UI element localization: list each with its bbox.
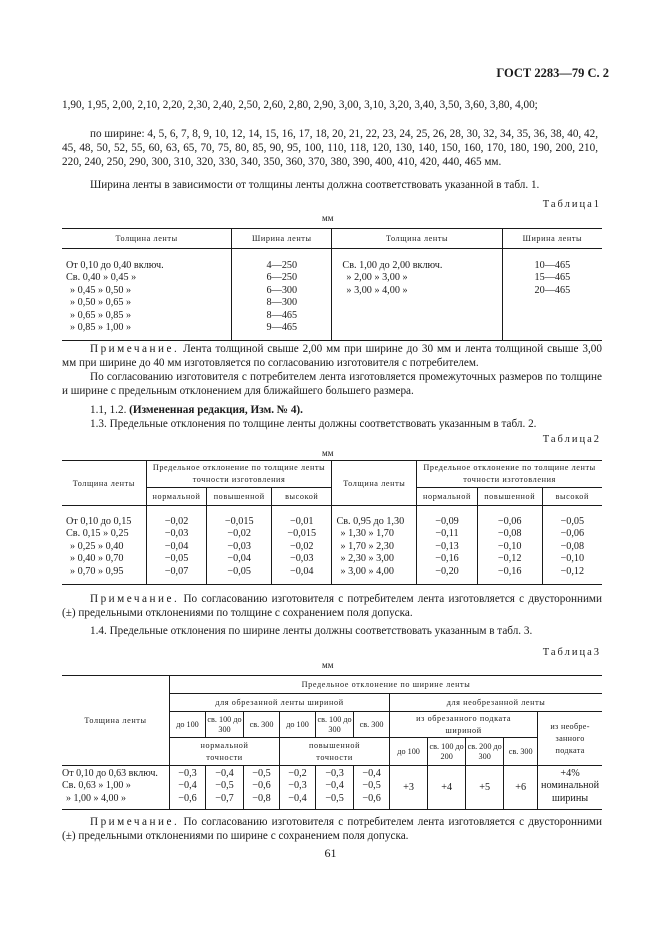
table-cell: −0,6 — [362, 792, 381, 804]
table-cell: 10—465 — [534, 260, 571, 271]
table2-right-high-cell — [542, 506, 602, 585]
table3-reference-paragraph: 1.4. Предельные отклонения по ширине ленты должны соответствовать указанным в табл. 3. — [90, 625, 533, 637]
table-cell: » 0,45 » 0,50 » — [70, 284, 132, 296]
table1-reference-paragraph: Ширина ленты в зависимости от толщины ленты должна соответствовать указанной в табл. 1. — [90, 179, 540, 191]
table-cell: −0,6 — [252, 780, 271, 792]
table3-unit: мм — [322, 660, 334, 670]
table-cell: 4—250 — [266, 260, 298, 271]
table-cell: 9—465 — [266, 321, 298, 333]
table-cell: −0,10 — [560, 553, 585, 565]
width-list-paragraph: по ширине: 4, 5, 6, 7, 8, 9, 10, 12, 14, 15, 16, 17, 18, 20, 21, 22, 23, 24, 25, 26, 28, 30, 32, 34, 35, 36, 38, 40, 42, 45, 48, 50, 52, 55, 60, 63, 65, 70, 75, 80, 85, 90, 95, 100, 110, 118, 120, 130, 140, 150, 160, 170, 180, 190, 200, 210, 220, 240, 250, 290, 300, 310, 320, 330, 340, 350, 360, 370, 380, 390, 400, 410, 420, 440, 465 мм. — [62, 128, 598, 169]
table-cell: » 0,25 » 0,40 — [70, 540, 124, 552]
table3-header-deviation: Предельное отклонение по ширине ленты — [169, 676, 602, 694]
table-cell: 6—250 — [266, 272, 298, 284]
table-cell: » 0,40 » 0,70 — [70, 553, 124, 565]
table2-header-normal-2: нормальной — [417, 488, 478, 506]
table-cell: −0,10 — [497, 540, 522, 552]
table-cell: » 2,00 » 3,00 » — [346, 272, 408, 284]
table1-header-thickness-2: Толщина ленты — [332, 229, 502, 249]
table-cell: Св. 0,15 » 0,25 — [66, 528, 129, 540]
table-cell: −0,04 — [164, 540, 189, 552]
table2-right-increased-cell — [477, 506, 542, 585]
table2-left-increased-cell — [207, 506, 272, 585]
table-cell: −0,06 — [497, 516, 522, 527]
table-cell: −0,6 — [178, 792, 197, 804]
table2 — [62, 460, 602, 585]
table-cell: −0,4 — [362, 768, 381, 779]
table3-header-from-trimmed: из обрезанного подката шириной — [390, 712, 538, 738]
table3-col-to100-2: до 100 — [280, 712, 316, 738]
table-cell: » 2,30 » 3,00 — [340, 553, 394, 565]
table-cell: −0,2 — [288, 768, 307, 779]
table3-header-untrimmed: для необрезанной ленты — [390, 694, 602, 712]
table3-col-u-200-300: св. 200 до 300 — [466, 738, 504, 766]
intermediate-sizes-paragraph: По согласованию изготовителя с потребителем лента изготовляется промежуточных размеров по толщине и ширине с предельным отклонением для ближайшего большего размера. — [62, 371, 602, 398]
table-cell: −0,3 — [178, 768, 197, 779]
table2-left-normal-cell — [146, 506, 207, 585]
table-cell: −0,03 — [289, 553, 314, 565]
table3-col-u-to100: до 100 — [390, 738, 428, 766]
table2-left-high-cell — [272, 506, 332, 585]
table-cell: −0,7 — [215, 792, 234, 804]
table-cell: » 0,70 » 0,95 — [70, 565, 124, 577]
table3-col-u-over300: св. 300 — [504, 738, 538, 766]
table1-header-thickness: Толщина ленты — [62, 229, 232, 249]
table-cell: Св. 0,40 » 0,45 » — [66, 272, 137, 284]
table-cell: Св. 0,63 » 1,00 » — [62, 780, 131, 792]
table3-col-100-300: св. 100 до 300 — [205, 712, 243, 738]
table-cell: » 1,30 » 1,70 — [340, 528, 394, 540]
table3-u-100-200-cell: +4 — [428, 766, 466, 810]
table-cell: −0,02 — [164, 516, 189, 527]
note-text: По согласованию изготовителя с потребителем лента изготовляется с двусторонними (±) предельными отклонениями по ширине с сохранением поля допуска. — [62, 816, 602, 843]
table2-header-normal: нормальной — [146, 488, 207, 506]
table1-unit: мм — [322, 213, 334, 223]
table2-reference-paragraph: 1.3. Предельные отклонения по толщине ленты должны соответствовать указанным в табл. 2. — [90, 418, 537, 430]
table-cell: » 1,00 » 4,00 » — [66, 792, 126, 804]
table3-u-over300-cell: +6 — [504, 766, 538, 810]
thickness-list-continuation: 1,90, 1,95, 2,00, 2,10, 2,20, 2,30, 2,40, 2,50, 2,60, 2,80, 2,90, 3,00, 3,10, 3,20, 3,40, 3,50, 3,60, 3,80, 4,00; — [62, 99, 538, 111]
table-cell: » 0,65 » 0,85 » — [70, 309, 132, 321]
table2-header-increased: повышенной — [207, 488, 272, 506]
table2-header-thickness: Толщина ленты — [62, 461, 146, 506]
table1-left-width-cell — [232, 249, 332, 341]
table3-col-100-300-2: св. 100 до 300 — [316, 712, 354, 738]
table-cell: −0,01 — [289, 516, 314, 527]
note-text: Лента толщиной свыше 2,00 мм при ширине до 30 мм и лента толщиной свыше 3,00 мм при ширине до 40 мм изготовляется по согласованию изготовителя с потребителем. — [62, 343, 602, 370]
table3-thickness-cell — [62, 766, 169, 810]
table-cell: −0,4 — [215, 768, 234, 779]
table-cell: −0,03 — [164, 528, 189, 540]
table3-header-from-untrimmed: из необре-занного подката — [538, 712, 602, 766]
table3-u-200-300-cell: +5 — [466, 766, 504, 810]
table-cell: −0,02 — [289, 540, 314, 552]
table3-n-to100-cell — [169, 766, 205, 810]
table-cell: Св. 0,95 до 1,30 — [336, 516, 405, 527]
clause-numbers: 1.1, 1.2. — [90, 404, 130, 416]
table-cell: −0,05 — [164, 553, 189, 565]
amendment-text: (Измененная редакция, Изм. № 4). — [129, 404, 303, 416]
table-cell: От 0,10 до 0,15 — [66, 516, 132, 527]
note-label: Примечание. — [90, 343, 180, 355]
table3-i-over300-cell — [354, 766, 390, 810]
table3-header-normal: нормальной точности — [169, 738, 279, 766]
table-cell: −0,05 — [560, 516, 585, 527]
table-cell: −0,4 — [178, 780, 197, 792]
table3-i-to100-cell — [280, 766, 316, 810]
table-cell: −0,04 — [289, 565, 314, 577]
note-label: Примечание. — [90, 816, 180, 828]
table3-col-over300-2: св. 300 — [354, 712, 390, 738]
table-cell: −0,09 — [435, 516, 459, 527]
table-cell: −0,13 — [435, 540, 459, 552]
note-label: Примечание. — [90, 593, 180, 605]
table1 — [62, 228, 602, 341]
table3-caption: Таблица3 — [542, 647, 601, 658]
table2-header-deviation-2: Предельное отклонение по толщине ленты точности изготовления — [417, 461, 602, 488]
table-cell: −0,5 — [252, 768, 271, 779]
table2-right-thickness-cell — [332, 506, 417, 585]
table-cell: 8—300 — [266, 297, 298, 309]
table2-header-deviation: Предельное отклонение по толщине ленты точности изготовления — [146, 461, 332, 488]
table-cell: » 0,85 » 1,00 » — [70, 321, 132, 333]
table-cell: −0,3 — [325, 768, 344, 779]
table2-caption: Таблица2 — [542, 434, 601, 445]
table-cell: 8—465 — [266, 309, 298, 321]
table1-caption: Таблица1 — [542, 199, 601, 210]
table-cell: −0,3 — [288, 780, 307, 792]
table2-note — [62, 592, 602, 620]
table-cell: » 3,00 » 4,00 — [340, 565, 394, 577]
table-cell: −0,12 — [560, 565, 585, 577]
table2-unit: мм — [322, 448, 334, 458]
table1-header-width-2: Ширина ленты — [502, 229, 602, 249]
table1-right-thickness-cell — [332, 249, 502, 341]
note-text: По согласованию изготовителя с потребителем лента изготовляется с двусторонними (±) предельными отклонениями по толщине с сохранением поля допуска. — [62, 593, 602, 620]
document-header: ГОСТ 2283—79 С. 2 — [496, 66, 609, 80]
table-cell: −0,015 — [287, 528, 317, 540]
table3-col-to100: до 100 — [169, 712, 205, 738]
table1-left-thickness-cell — [62, 249, 232, 341]
table3-header-trimmed: для обрезанной ленты шириной — [169, 694, 389, 712]
table-cell: −0,16 — [435, 553, 459, 565]
table2-left-thickness-cell — [62, 506, 146, 585]
table-cell: −0,20 — [435, 565, 459, 577]
table-cell: Св. 1,00 до 2,00 включ. — [342, 260, 443, 271]
page-number: 61 — [324, 846, 337, 860]
table3-n-100-300-cell — [205, 766, 243, 810]
table3-n-over300-cell — [244, 766, 280, 810]
table-cell: » 0,50 » 0,65 » — [70, 297, 132, 309]
table-cell: −0,03 — [227, 540, 251, 552]
table3 — [62, 675, 602, 810]
table-cell: » 3,00 » 4,00 » — [346, 284, 408, 296]
table-cell: −0,07 — [164, 565, 189, 577]
table-cell: −0,8 — [252, 792, 271, 804]
table1-note — [62, 342, 602, 370]
table3-col-u-100-200: св. 100 до 200 — [428, 738, 466, 766]
amendment-line — [90, 403, 600, 417]
table3-u-to100-cell: +3 — [390, 766, 428, 810]
table-cell: » 1,70 » 2,30 — [340, 540, 394, 552]
table2-header-high-2: высокой — [542, 488, 602, 506]
table-cell: −0,12 — [497, 553, 522, 565]
table-cell: 15—465 — [534, 272, 571, 284]
table-cell: −0,5 — [362, 780, 381, 792]
table-cell: 20—465 — [534, 284, 571, 296]
table3-note — [62, 815, 602, 843]
table1-header-width: Ширина ленты — [232, 229, 332, 249]
table2-header-increased-2: повышенной — [477, 488, 542, 506]
table-cell: От 0,10 до 0,40 включ. — [66, 260, 164, 271]
table-cell: −0,06 — [560, 528, 585, 540]
table2-header-high: высокой — [272, 488, 332, 506]
table2-right-normal-cell — [417, 506, 478, 585]
table3-header-increased: повышенной точности — [280, 738, 390, 766]
table-cell: −0,16 — [497, 565, 522, 577]
table-cell: 6—300 — [266, 284, 298, 296]
table-cell: −0,015 — [224, 516, 254, 527]
table-cell: −0,4 — [325, 780, 344, 792]
table3-col-over300: св. 300 — [244, 712, 280, 738]
table-cell: −0,05 — [227, 565, 251, 577]
table3-header-thickness: Толщина ленты — [62, 676, 169, 766]
table-cell: −0,02 — [227, 528, 251, 540]
table-cell: −0,08 — [560, 540, 585, 552]
table1-right-width-cell — [502, 249, 602, 341]
table-cell: −0,08 — [497, 528, 522, 540]
table-cell: −0,04 — [227, 553, 251, 565]
table3-i-100-300-cell — [316, 766, 354, 810]
table2-header-thickness-2: Толщина ленты — [332, 461, 417, 506]
table-cell: От 0,10 до 0,63 включ. — [62, 768, 158, 779]
table-cell: −0,5 — [325, 792, 344, 804]
table-cell: −0,4 — [288, 792, 307, 804]
table-cell: −0,11 — [435, 528, 459, 540]
table-cell: −0,5 — [215, 780, 234, 792]
table3-u-untrimmed-cell: +4% номинальной ширины — [538, 766, 602, 810]
